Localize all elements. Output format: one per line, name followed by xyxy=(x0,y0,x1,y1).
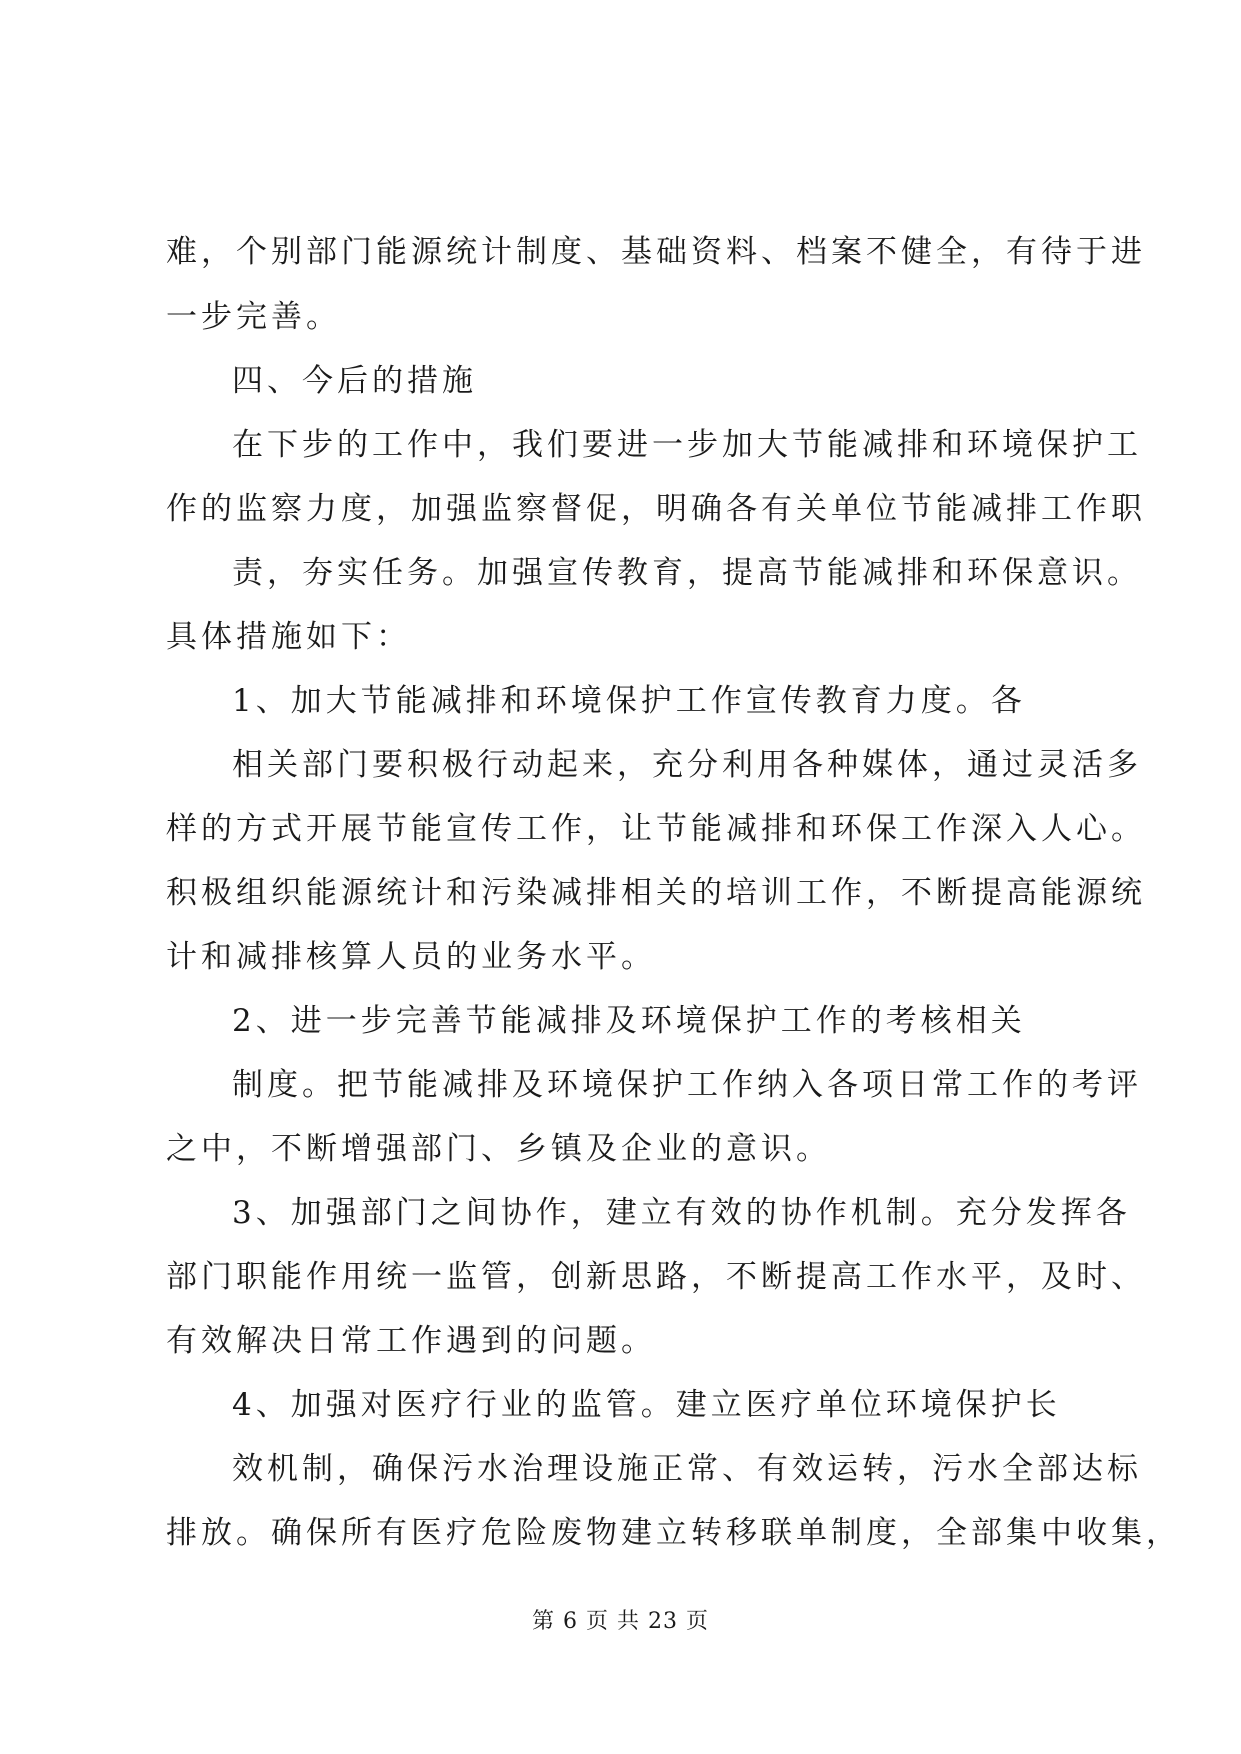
text-line-17: 部门职能作用统一监管，创新思路，不断提高工作水平，及时、 xyxy=(166,1259,1146,1295)
section-heading: 四、今后的措施 xyxy=(232,363,477,399)
text-line-6: 责，夯实任务。加强宣传教育，提高节能减排和环保意识。 xyxy=(232,555,1142,591)
text-line-7: 具体措施如下： xyxy=(166,619,411,655)
text-line-10: 样的方式开展节能宣传工作，让节能减排和环保工作深入人心。 xyxy=(166,811,1146,847)
text-line-18: 有效解决日常工作遇到的问题。 xyxy=(166,1323,656,1359)
list-item-2-title: 2、进一步完善节能减排及环境保护工作的考核相关 xyxy=(232,1003,1026,1039)
text-line-15: 之中，不断增强部门、乡镇及企业的意识。 xyxy=(166,1131,831,1167)
list-item-3-title: 3、加强部门之间协作，建立有效的协作机制。充分发挥各 xyxy=(232,1195,1131,1231)
text-line-20: 效机制，确保污水治理设施正常、有效运转，污水全部达标 xyxy=(232,1451,1142,1487)
text-line-1: 难，个别部门能源统计制度、基础资料、档案不健全，有待于进 xyxy=(166,234,1146,270)
list-item-4-title: 4、加强对医疗行业的监管。建立医疗单位环境保护长 xyxy=(232,1387,1061,1423)
text-line-12: 计和减排核算人员的业务水平。 xyxy=(166,939,656,975)
text-line-4: 在下步的工作中，我们要进一步加大节能减排和环境保护工 xyxy=(232,427,1142,463)
page-number-footer: 第 6 页 共 23 页 xyxy=(532,1609,709,1634)
text-line-2: 一步完善。 xyxy=(166,299,341,335)
text-line-9: 相关部门要积极行动起来，充分利用各种媒体，通过灵活多 xyxy=(232,747,1142,783)
text-line-5: 作的监察力度，加强监察督促，明确各有关单位节能减排工作职 xyxy=(166,491,1146,527)
text-line-21: 排放。确保所有医疗危险废物建立转移联单制度，全部集中收集， xyxy=(166,1515,1181,1551)
text-line-11: 积极组织能源统计和污染减排相关的培训工作，不断提高能源统 xyxy=(166,875,1146,911)
text-line-14: 制度。把节能减排及环境保护工作纳入各项日常工作的考评 xyxy=(232,1067,1142,1103)
list-item-1-title: 1、加大节能减排和环境保护工作宣传教育力度。各 xyxy=(232,683,1026,719)
